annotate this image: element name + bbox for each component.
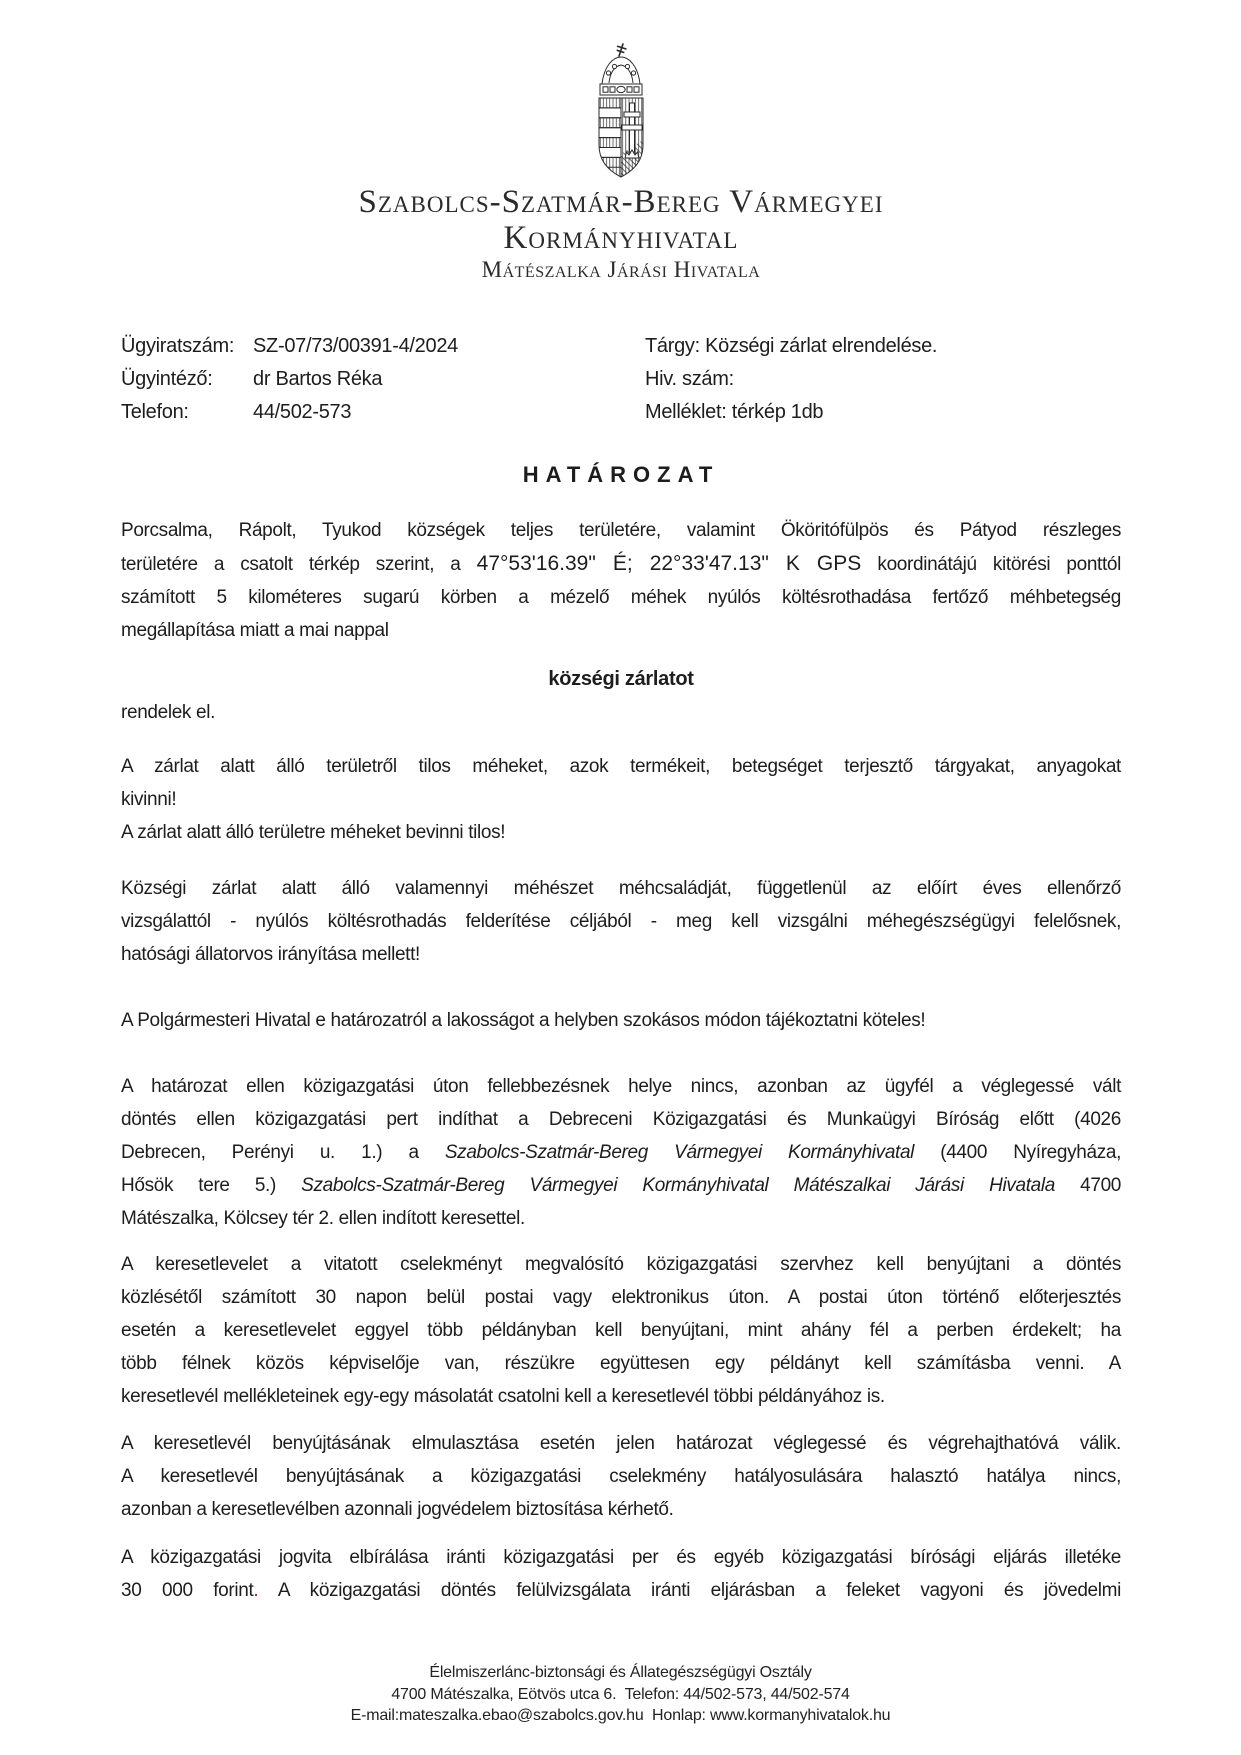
text-line: Községi zárlat alatt álló valamennyi méhészet méhcsaládját, függetlenül az előírt éves ellenőrző (121, 878, 1121, 899)
meta-attachment: Melléklet: térkép 1db (645, 401, 824, 423)
text-line: A zárlat alatt álló területről tilos méheket, azok termékeit, betegséget terjesztő tárgyakat, anyagokat (121, 756, 1121, 777)
paragraph-mayor-office (121, 1004, 1121, 1037)
text-line: A keresetlevelet a vitatott cselekményt megvalósító közigazgatási szervhez kell benyújtani a döntés (121, 1254, 1121, 1275)
footer-email-web: E-mail:mateszalka.ebao@szabolcs.gov.hu Honlap: www.kormanyhivatalok.hu (350, 1707, 891, 1724)
text-line: területére a csatolt térkép szerint, a 47°53'16.39" É; 22°33'47.13" K GPS koordinátájú kitörési ponttól (121, 552, 1121, 575)
text-line: A keresetlevél benyújtásának a közigazgatási cselekmény hatályosulására halasztó hatálya nincs, (121, 1466, 1121, 1487)
paragraph-prohibitions (121, 750, 1121, 849)
text-line: Porcsalma, Rápolt, Tyukod községek teljes területére, valamint Ököritófülpös és Pátyod részleges (121, 520, 1121, 541)
order-emphasis: községi zárlatot (548, 668, 694, 690)
case-meta-block (121, 330, 1121, 429)
text-line: Mátészalka, Kölcsey tér 2. ellen indított keresettel. (121, 1208, 525, 1229)
paragraph-finality (121, 1427, 1121, 1526)
hungarian-coat-of-arms-icon (589, 42, 653, 180)
text-line: 30 000 forint. A közigazgatási döntés felülvizsgálata iránti eljárásban a feleket vagyoni és jövedelmi (121, 1580, 1121, 1601)
text-line: számított 5 kilométeres sugarú körben a mézelő méhek nyúlós költésrothadása fertőző méhbetegség (121, 587, 1121, 608)
paragraph-claim-filing (121, 1248, 1121, 1413)
meta-label-clerk: Ügyintéző: (121, 368, 213, 390)
text-line: több félnek közös képviselője van, részükre együttesen egy példányt kell számításba venni. A (121, 1353, 1121, 1374)
org-name-line3: Mátészalka Járási Hivatala (481, 257, 761, 282)
text-line: közlésétől számított 30 napon belül postai vagy elektronikus úton. A postai úton történő előterjesztés (121, 1287, 1121, 1308)
emblem-container (121, 42, 1121, 180)
text-line: esetén a keresetlevelet eggyel több példányban kell benyújtani, mint ahány fél a perben érdekelt; ha (121, 1320, 1121, 1341)
text-line: kivinni! (121, 789, 177, 810)
text-line: A közigazgatási jogvita elbírálása iránti közigazgatási per és egyéb közigazgatási bírósági eljárás illetéke (121, 1547, 1121, 1568)
text-line: keresetlevél mellékleteinek egy-egy másolatát csatolni kell a keresetlevél többi példányához is. (121, 1386, 885, 1407)
decision-body (121, 514, 1121, 1607)
meta-value-clerk: dr Bartos Réka (253, 368, 383, 390)
text-line: megállapítása miatt a mai nappal (121, 620, 389, 641)
paragraph-court-fee (121, 1541, 1121, 1607)
text-line: vizsgálattól - nyúlós költésrothadás felderítése céljából - meg kell vizsgálni méhegészségügyi felelősnek, (121, 911, 1121, 932)
paragraph-intro (121, 514, 1121, 647)
text-line: Debrecen, Perényi u. 1.) a Szabolcs-Szatmár-Bereg Vármegyei Kormányhivatal (4400 Nyíregyháza, (121, 1142, 1121, 1163)
document-footer (0, 1662, 1241, 1727)
paragraph-inspection (121, 872, 1121, 971)
decision-title: HATÁROZAT (522, 462, 720, 487)
meta-reference-number: Hiv. szám: (645, 368, 734, 390)
text-line: döntés ellen közigazgatási pert indíthat a Debreceni Közigazgatási és Munkaügyi Bíróság előtt (4026 (121, 1109, 1121, 1130)
meta-label-case-number: Ügyiratszám: (121, 335, 235, 357)
text-line: azonban a keresetlevélben azonnali jogvédelem biztosítása kérhető. (121, 1499, 674, 1520)
text-line: A keresetlevél benyújtásának elmulasztása esetén jelen határozat véglegessé és végrehajthatóvá válik. (121, 1433, 1121, 1454)
footer-address-phone: 4700 Mátészalka, Eötvös utca 6. Telefon: 44/502-573, 44/502-574 (391, 1685, 850, 1703)
text-line: A Polgármesteri Hivatal e határozatról a lakosságot a helyben szokásos módon tájékoztatni köteles! (121, 1010, 926, 1031)
org-name-line2: Kormányhivatal (503, 220, 739, 256)
text-line: hatósági állatorvos irányítása mellett! (121, 944, 420, 965)
org-name-line1: Szabolcs-Szatmár-Bereg Vármegyei (358, 184, 884, 220)
text-line: A zárlat alatt álló területre méheket bevinni tilos! (121, 822, 506, 843)
text-line: Hősök tere 5.) Szabolcs-Szatmár-Bereg Vármegyei Kormányhivatal Mátészalkai Járási Hivatala 4700 (121, 1175, 1122, 1196)
meta-subject: Tárgy: Községi zárlat elrendelése. (645, 335, 938, 357)
footer-department: Élelmiszerlánc-biztonsági és Állategészségügyi Osztály (429, 1664, 812, 1681)
order-suffix: rendelek el. (121, 702, 216, 723)
meta-value-phone: 44/502-573 (253, 401, 352, 423)
meta-label-phone: Telefon: (121, 401, 189, 423)
paragraph-appeal (121, 1070, 1121, 1235)
text-line: A határozat ellen közigazgatási úton fellebbezésnek helye nincs, azonban az ügyfél a véglegessé vált (121, 1076, 1121, 1097)
meta-value-case-number: SZ-07/73/00391-4/2024 (253, 335, 458, 357)
